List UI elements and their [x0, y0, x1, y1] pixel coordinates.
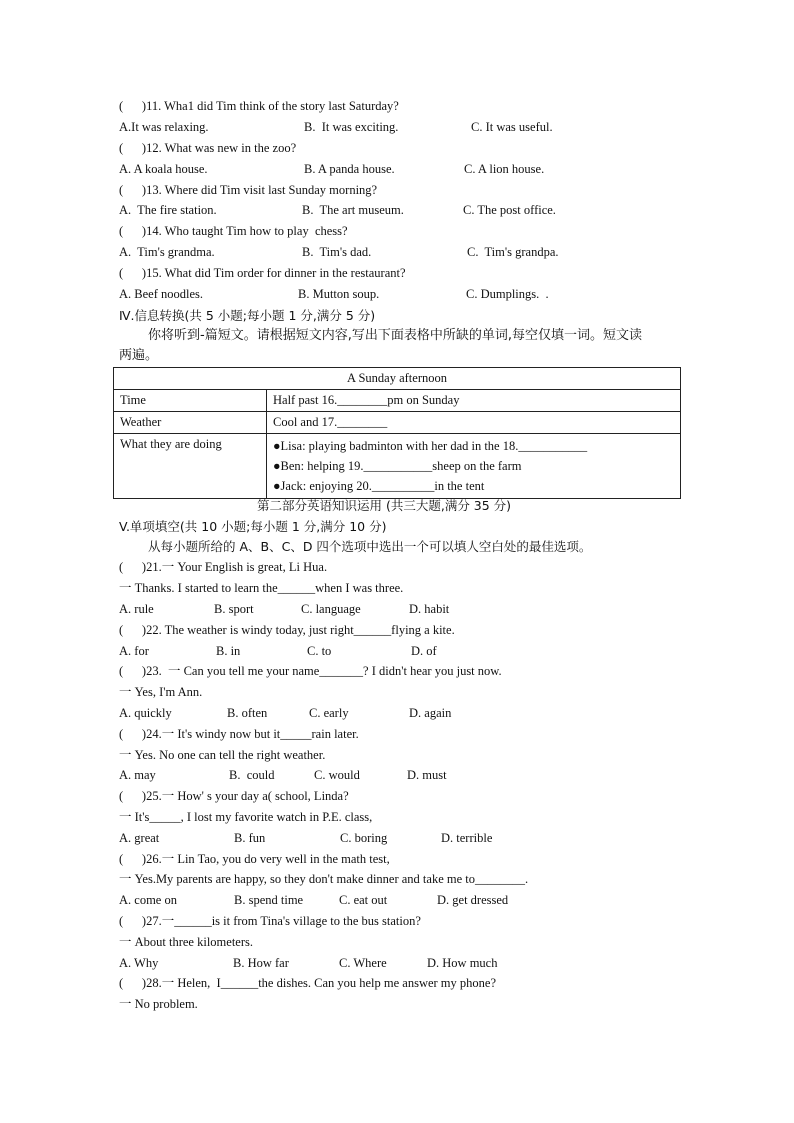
question-22-option-a: A. for: [119, 644, 149, 658]
question-23-option-a: A. quickly: [119, 706, 172, 720]
question-12-option-c: C. A lion house.: [464, 162, 545, 176]
question-25-option-a: A. great: [119, 831, 160, 845]
question-13-option-a: A. The fire station.: [119, 203, 217, 217]
question-12-stem: ( )12. What was new in the zoo?: [119, 141, 297, 155]
question-15-option-b: B. Mutton soup.: [298, 287, 380, 301]
question-25-option-c: C. boring: [340, 831, 388, 845]
doing-item-jack: ●Jack: enjoying 20.__________in the tent: [273, 479, 485, 493]
question-27-option-c: C. Where: [339, 956, 387, 970]
question-27-reply: 一 About three kilometers.: [119, 935, 253, 949]
question-15-option-c: C. Dumplings. .: [466, 287, 549, 301]
question-13-option-c: C. The post office.: [463, 203, 556, 217]
question-24-option-c: C. would: [314, 768, 360, 782]
table-row: [114, 412, 681, 434]
question-28-stem: ( )28.一 Helen, I______the dishes. Can you help me answer my phone?: [119, 976, 497, 990]
question-25-reply: 一 It's_____, I lost my favorite watch in P.E. class,: [119, 810, 373, 824]
question-14-option-b: B. Tim's dad.: [302, 245, 372, 259]
question-28-reply: 一 No problem.: [119, 997, 198, 1011]
question-23-reply: 一 Yes, I'm Ann.: [119, 685, 203, 699]
question-26-option-a: A. come on: [119, 893, 177, 907]
question-22-stem: ( )22. The weather is windy today, just right______flying a kite.: [119, 623, 455, 637]
table-value: Cool and 17.________: [267, 412, 681, 434]
section-4-instruction: 你将听到-篇短文。请根据短文内容,写出下面表格中所缺的单词,每空仅填一词。短文读: [148, 328, 642, 343]
table-heading: A Sunday afternoon: [114, 368, 681, 390]
section-5-title: V.单项填空(共 10 小题;每小题 1 分,满分 10 分): [119, 519, 387, 534]
table-value: [267, 434, 681, 499]
table-label: Weather: [114, 412, 267, 434]
question-12-option-a: A. A koala house.: [119, 162, 208, 176]
question-23-stem: ( )23. 一 Can you tell me your name_______? I didn't hear you just now.: [119, 664, 502, 678]
question-21-reply: 一 Thanks. I started to learn the______when I was three.: [119, 581, 404, 595]
question-15-option-a: A. Beef noodles.: [119, 287, 204, 301]
table-label: What they are doing: [114, 434, 267, 499]
question-14-stem: ( )14. Who taught Tim how to play chess?: [119, 224, 348, 238]
question-26-option-c: C. eat out: [339, 893, 388, 907]
question-24-reply: 一 Yes. No one can tell the right weather.: [119, 748, 326, 762]
question-11-option-a: A.It was relaxing.: [119, 120, 209, 134]
question-22-option-d: D. of: [411, 644, 437, 658]
question-22-option-b: B. in: [216, 644, 241, 658]
question-23-option-b: B. often: [227, 706, 268, 720]
question-27-option-d: D. How much: [427, 956, 498, 970]
question-24-stem: ( )24.一 It's windy now but it_____rain later.: [119, 727, 359, 741]
question-13-stem: ( )13. Where did Tim visit last Sunday morning?: [119, 183, 378, 197]
question-11-option-c: C. It was useful.: [471, 120, 553, 134]
question-25-stem: ( )25.一 How' s your day a( school, Linda?: [119, 789, 349, 803]
question-21-option-c: C. language: [301, 602, 361, 616]
question-27-option-b: B. How far: [233, 956, 289, 970]
question-14-option-c: C. Tim's grandpa.: [467, 245, 559, 259]
question-23-option-c: C. early: [309, 706, 349, 720]
info-table: [113, 367, 681, 499]
question-25-option-d: D. terrible: [441, 831, 493, 845]
section-5-instruction: 从每小题所给的 A、B、C、D 四个选项中选出一个可以填人空白处的最佳选项。: [148, 539, 592, 554]
question-26-option-d: D. get dressed: [437, 893, 509, 907]
question-21-option-a: A. rule: [119, 602, 154, 616]
question-27-stem: ( )27.一______is it from Tina's village to the bus station?: [119, 914, 421, 928]
question-21-stem: ( )21.一 Your English is great, Li Hua.: [119, 560, 328, 574]
question-24-option-d: D. must: [407, 768, 447, 782]
question-15-stem: ( )15. What did Tim order for dinner in the restaurant?: [119, 266, 406, 280]
table-row: [114, 434, 681, 499]
table-row: [114, 390, 681, 412]
question-26-reply: 一 Yes.My parents are happy, so they don't make dinner and take me to________.: [119, 872, 529, 886]
part-2-title: 第二部分英语知识运用 (共三大题,满分 35 分): [257, 498, 512, 513]
question-13-option-b: B. The art museum.: [302, 203, 404, 217]
question-24-option-b: B. could: [229, 768, 275, 782]
question-26-stem: ( )26.一 Lin Tao, you do very well in the math test,: [119, 852, 390, 866]
question-14-option-a: A. Tim's grandma.: [119, 245, 215, 259]
question-21-option-b: B. sport: [214, 602, 254, 616]
doing-item-lisa: ●Lisa: playing badminton with her dad in the 18.___________: [273, 439, 588, 453]
question-25-option-b: B. fun: [234, 831, 266, 845]
doing-item-ben: ●Ben: helping 19.___________sheep on the farm: [273, 459, 522, 473]
question-12-option-b: B. A panda house.: [304, 162, 395, 176]
question-11-option-b: B. It was exciting.: [304, 120, 399, 134]
question-26-option-b: B. spend time: [234, 893, 304, 907]
table-label: Time: [114, 390, 267, 412]
question-11-stem: ( )11. Wha1 did Tim think of the story last Saturday?: [119, 99, 399, 113]
question-22-option-c: C. to: [307, 644, 332, 658]
question-24-option-a: A. may: [119, 768, 156, 782]
section-4-instruction-cont: 两遍。: [119, 348, 159, 363]
question-21-option-d: D. habit: [409, 602, 450, 616]
question-23-option-d: D. again: [409, 706, 452, 720]
section-4-title: Ⅳ.信息转换(共 5 小题;每小题 1 分,满分 5 分): [119, 308, 376, 323]
question-27-option-a: A. Why: [119, 956, 159, 970]
table-value: Half past 16.________pm on Sunday: [267, 390, 681, 412]
